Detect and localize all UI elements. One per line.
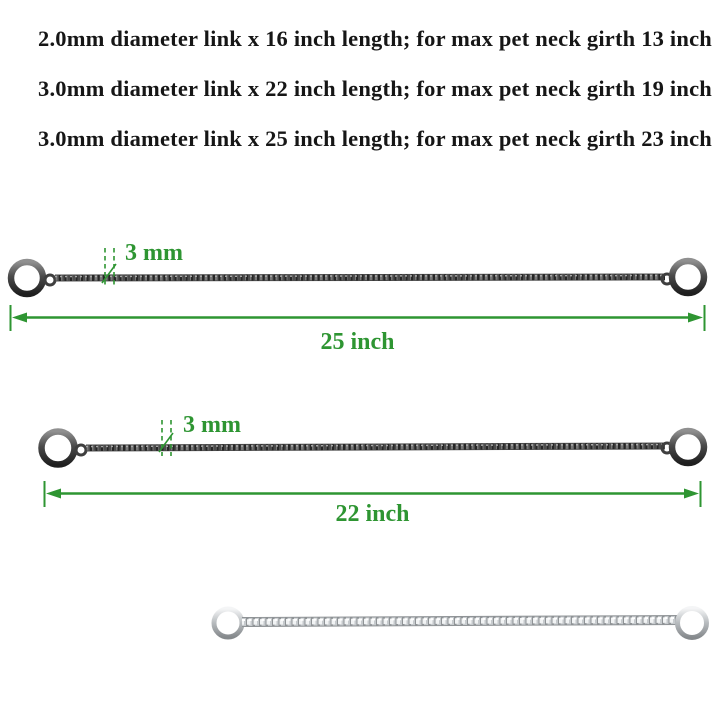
right-end-ring xyxy=(672,431,704,463)
right-end-ring xyxy=(678,609,707,638)
thickness-label-25inch: 3 mm xyxy=(125,240,183,266)
left-end-ring xyxy=(11,262,43,294)
length-label-25inch: 25 inch xyxy=(320,329,395,355)
right-arrowhead-icon xyxy=(684,489,699,499)
left-end-ring xyxy=(214,609,242,637)
spec-line-22inch: 3.0mm diameter link x 22 inch length; for max pet neck girth 19 inch xyxy=(38,76,712,101)
chain-22inch xyxy=(0,418,720,482)
spec-line-16inch: 2.0mm diameter link x 16 inch length; for max pet neck girth 13 inch xyxy=(38,26,712,51)
right-end-ring xyxy=(672,261,704,293)
spec-line-25inch: 3.0mm diameter link x 25 inch length; for max pet neck girth 23 inch xyxy=(38,126,712,151)
left-arrowhead-icon xyxy=(46,489,61,499)
left-connector-ring xyxy=(76,445,86,455)
right-arrowhead-icon xyxy=(688,313,703,323)
dimension-graphics xyxy=(11,305,705,331)
length-label-22inch: 22 inch xyxy=(335,501,410,527)
thickness-label-22inch: 3 mm xyxy=(183,412,241,438)
chain-body xyxy=(55,276,665,279)
chain-16inch xyxy=(0,598,720,650)
left-connector-ring xyxy=(45,275,55,285)
left-arrowhead-icon xyxy=(12,313,27,323)
chain-body xyxy=(242,618,680,622)
left-end-ring xyxy=(42,432,75,465)
chain-body xyxy=(86,445,665,449)
spec-text-block xyxy=(38,14,712,164)
